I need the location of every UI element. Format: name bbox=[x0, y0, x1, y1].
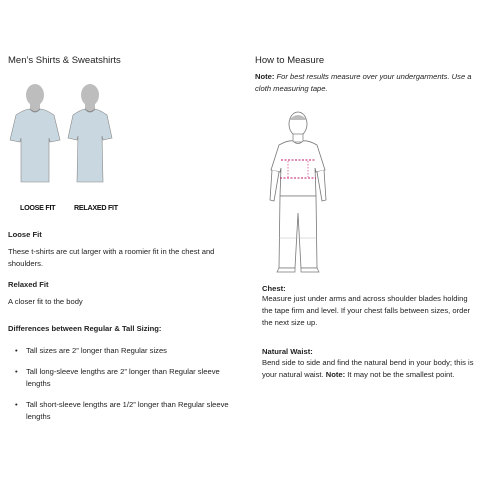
loose-fit-heading: Loose Fit bbox=[8, 230, 42, 239]
waist-text bbox=[262, 357, 476, 381]
list-item: • Tall short-sleeve lengths are 1/2” longer than Regular sleeve lengths bbox=[8, 399, 244, 423]
measure-note bbox=[255, 71, 473, 95]
relaxed-fit-heading: Relaxed Fit bbox=[8, 280, 49, 289]
waist-note-label: Note: bbox=[325, 370, 346, 379]
note-label: Note: bbox=[255, 72, 275, 81]
relaxed-fit-figure bbox=[68, 84, 112, 182]
note-text: For best results measure over your undergarments. Use a cloth measuring tape. bbox=[255, 72, 472, 93]
relaxed-fit-caption: RELAXED FIT bbox=[74, 203, 118, 212]
differences-heading: Differences between Regular & Tall Sizing: bbox=[8, 324, 162, 333]
left-title: Men’s Shirts & Sweatshirts bbox=[8, 55, 121, 66]
loose-fit-text: These t-shirts are cut larger with a roomier fit in the chest and shoulders. bbox=[8, 247, 215, 268]
waist-text-after: It may not be the smallest point. bbox=[345, 370, 455, 379]
loose-fit-caption: LOOSE FIT bbox=[20, 203, 56, 212]
list-item: • Tall sizes are 2” longer than Regular sizes bbox=[8, 345, 244, 357]
waist-text-before: Bend side to side and find the natural bend in your body; this is your natural waist. bbox=[262, 358, 474, 379]
chest-heading: Chest: bbox=[262, 284, 286, 293]
relaxed-fit-text: A closer fit to the body bbox=[8, 297, 83, 306]
fit-figures bbox=[0, 78, 130, 208]
loose-fit-figure bbox=[10, 84, 60, 182]
chest-text: Measure just under arms and across shoulder blades holding the tape firm and level. If your chest falls between sizes, order the next size up. bbox=[262, 294, 471, 327]
measure-figure bbox=[255, 108, 345, 278]
waist-heading: Natural Waist: bbox=[262, 347, 313, 356]
right-title: How to Measure bbox=[255, 55, 325, 66]
list-item: • Tall long-sleeve lengths are 2” longer than Regular sleeve lengths bbox=[8, 366, 244, 390]
differences-list bbox=[8, 345, 244, 432]
